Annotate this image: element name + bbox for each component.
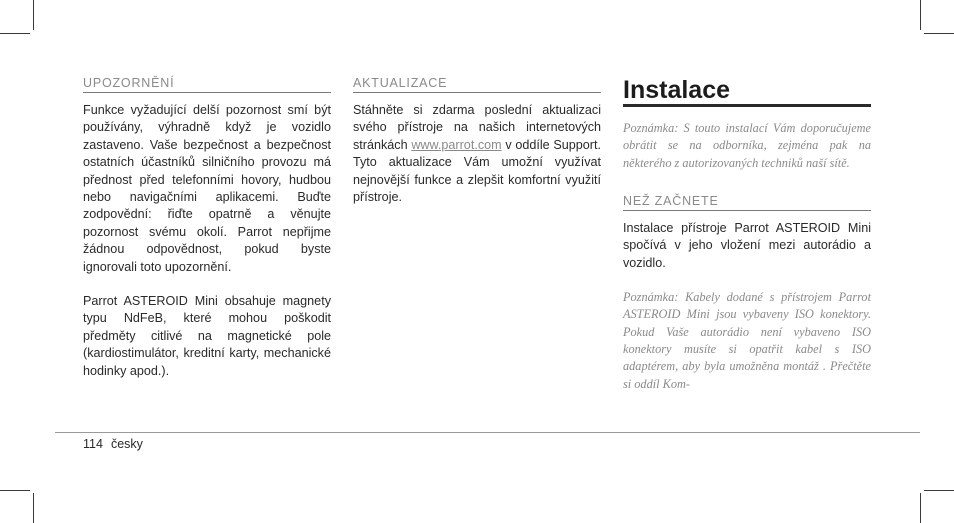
page-footer — [83, 437, 143, 451]
warning-paragraph: Funkce vyžadující delší pozornost smí být používány, výhradně když je vozidlo zastaveno. Vaše bezpečnost a bezpečnost ostatních účastníků silničního provozu má přednost před telefonními hovory, hudbou nebo navigačními aplikacemi. Buďte zodpovědní: řiďte opatrně a věnujte pozornost svému okolí. Parrot nepřijme žádnou odpovědnost, pokud byste ignorovali toto upozornění. — [83, 103, 331, 274]
crop-mark — [33, 0, 34, 30]
update-paragraph — [353, 102, 601, 206]
cable-note: Poznámka: Kabely dodané s přístrojem Parrot ASTEROID Mini jsou vybaveny ISO konektory. Pokud Vaše autorádio není vybaveno ISO konektory musíte si opatřit kabel s ISO adaptérem, aby byla umožněna montáž . Přečtěte si oddíl Kom- — [623, 290, 871, 391]
section-title: Instalace — [623, 76, 871, 107]
language-label: česky — [110, 437, 143, 451]
update-heading: AKTUALIZACE — [353, 76, 601, 93]
crop-mark — [920, 493, 921, 523]
update-text-end: v oddíle Support. Tyto aktualizace Vám umožní využívat nejnovější funkce a zlepšit komfortní využití přístroje. — [353, 137, 601, 205]
installation-column — [623, 76, 871, 393]
before-start-paragraph: Instalace přístroje Parrot ASTEROID Mini spočívá v jeho vložení mezi autorádio a vozidlo. — [623, 220, 871, 270]
crop-mark — [0, 33, 30, 34]
update-column — [353, 76, 601, 206]
crop-mark — [33, 493, 34, 523]
warning-heading: UPOZORNĚNÍ — [83, 76, 331, 93]
update-text-start: Stáhněte si zdarma poslední aktualizaci svého přístroje na našich internetových stránkách — [353, 103, 601, 152]
crop-mark — [920, 0, 921, 30]
crop-mark — [924, 33, 954, 34]
footer-divider — [55, 432, 920, 433]
installation-note: Poznámka: S touto instalací Vám doporučujeme obrátit se na odborníka, zejména pak na některého z autorizovaných techniků naší sítě. — [623, 121, 871, 170]
warning-column — [83, 76, 331, 380]
parrot-website-link[interactable]: www.parrot.com — [411, 137, 502, 152]
page-number: 114 — [83, 437, 103, 451]
crop-mark — [0, 490, 30, 491]
before-start-heading: NEŽ ZAČNETE — [623, 194, 871, 211]
magnet-paragraph: Parrot ASTEROID Mini obsahuje magnety typu NdFeB, které mohou poškodit předměty citlivé na magnetické pole (kardiostimulátor, kreditní karty, mechanické hodinky apod.). — [83, 294, 331, 378]
crop-mark — [924, 490, 954, 491]
